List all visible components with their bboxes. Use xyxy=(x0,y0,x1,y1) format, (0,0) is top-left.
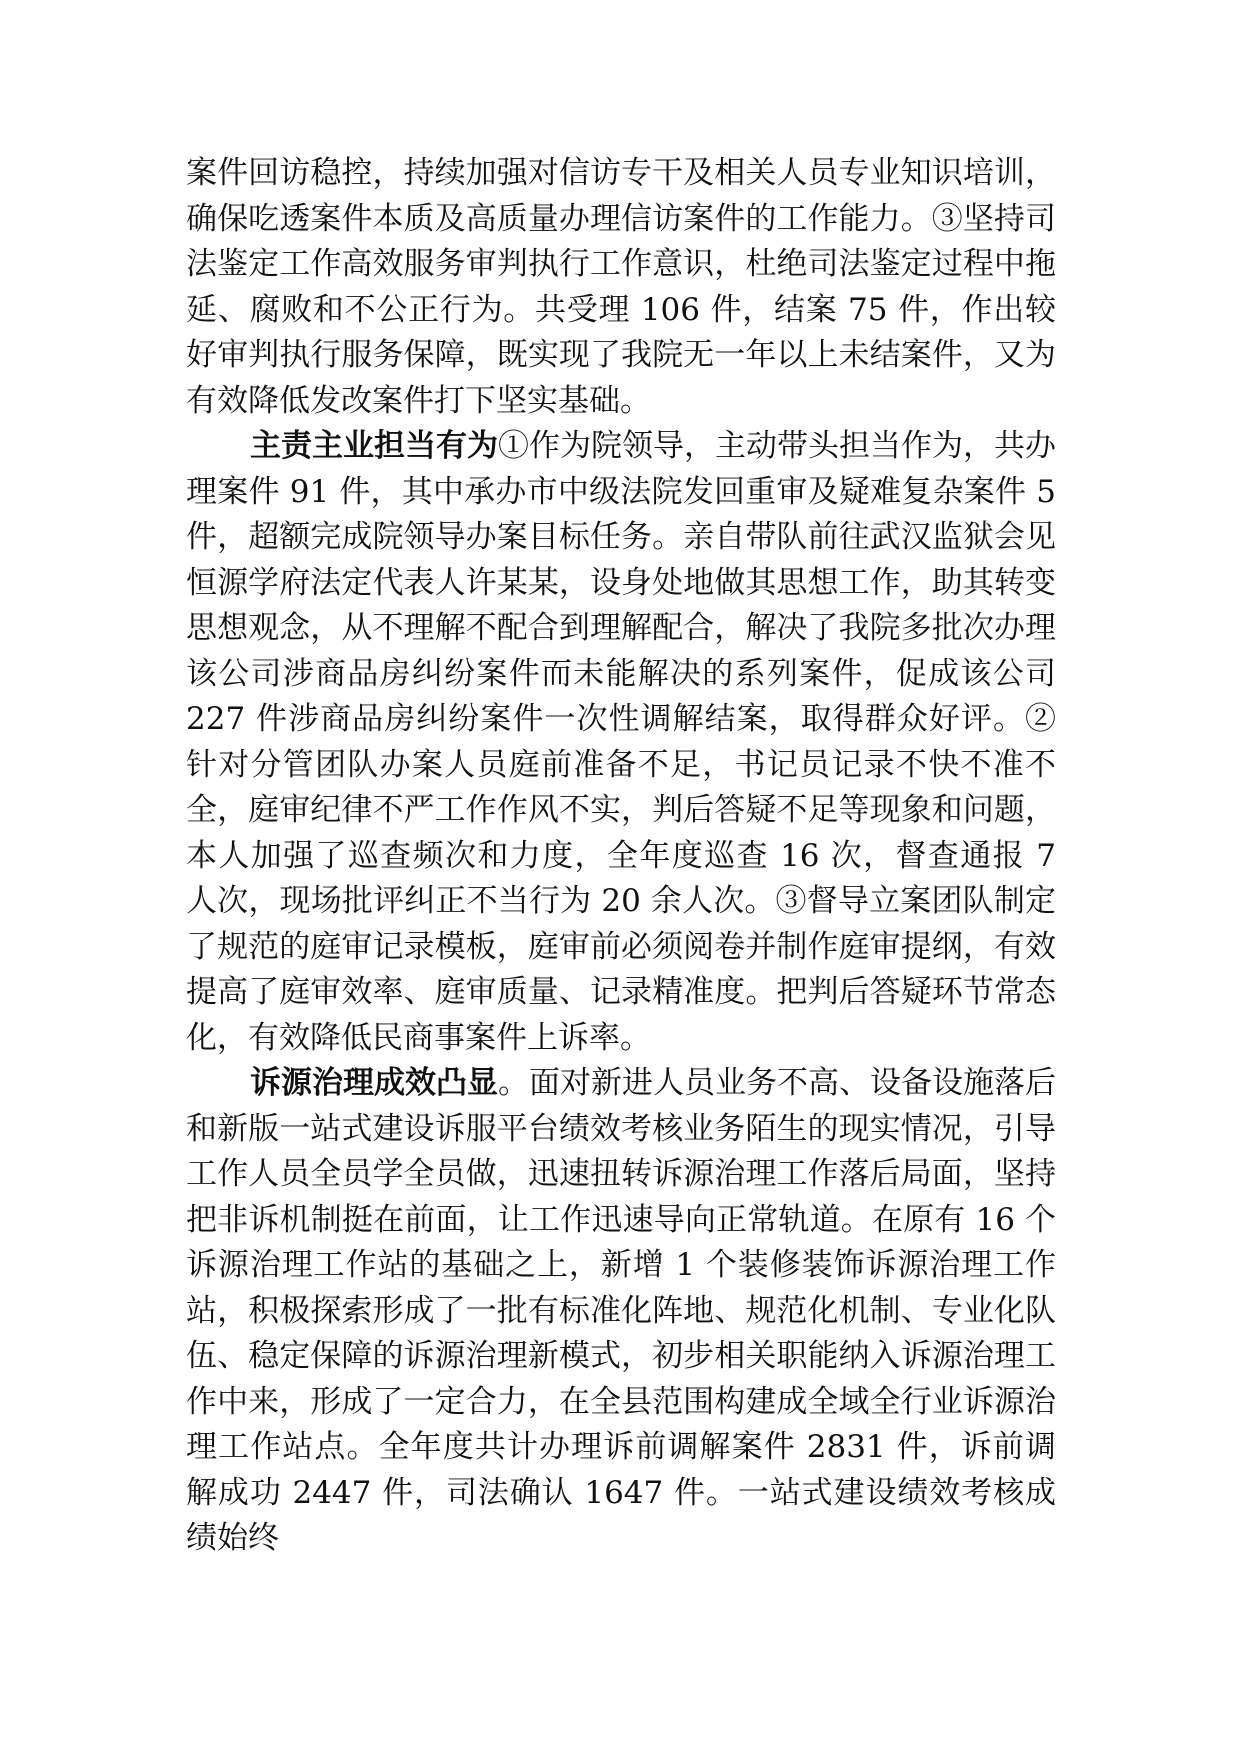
paragraph-text: 案件回访稳控，持续加强对信访专干及相关人员专业知识培训，确保吃透案件本质及高质量办理信访案件的工作能力。③坚持司法鉴定工作高效服务审判执行工作意识，杜绝司法鉴定过程中拖延、腐败和不公正行为。共受理 106 件，结案 75 件，作出较好审判执行服务保障，既实现了我院无一年以上未结案件，又为有效降低发改案件打下坚实基础。 xyxy=(186,155,1056,419)
paragraph-heading: 主责主业担当有为 xyxy=(250,428,498,464)
paragraph-case-follow-up xyxy=(186,151,1056,424)
paragraph-heading: 诉源治理成效凸显 xyxy=(250,1065,498,1101)
paragraph-text: 。面对新进人员业务不高、设备设施落后和新版一站式建设诉服平台绩效考核业务陌生的现实情况，引导工作人员全员学全员做，迅速扭转诉源治理工作落后局面，坚持把非诉机制挺在前面，让工作迅速导向正常轨道。在原有 16 个诉源治理工作站的基础之上，新增 1 个装修装饰诉源治理工作站，积极探索形成了一批有标准化阵地、规范化机制、专业化队伍、稳定保障的诉源治理新模式，初步相关职能纳入诉源治理工作中来，形成了一定合力，在全县范围构建成全域全行业诉源治理工作站点。全年度共计办理诉前调解案件 2831 件，诉前调解成功 2447 件，司法确认 1647 件。一站式建设绩效考核成绩始终 xyxy=(186,1065,1056,1556)
paragraph-text: ①作为院领导，主动带头担当作为，共办理案件 91 件，其中承办市中级法院发回重审及疑难复杂案件 5 件，超额完成院领导办案目标任务。亲自带队前往武汉监狱会见恒源学府法定代表人许某某，设身处地做其思想工作，助其转变思想观念，从不理解不配合到理解配合，解决了我院多批次办理该公司涉商品房纠纷案件而未能解决的系列案件，促成该公司 227 件涉商品房纠纷案件一次性调解结案，取得群众好评。②针对分管团队办案人员庭前准备不足，书记员记录不快不准不全，庭审纪律不严工作作风不实，判后答疑不足等现象和问题，本人加强了巡查频次和力度，全年度巡查 16 次，督查通报 7 人次，现场批评纠正不当行为 20 余人次。③督导立案团队制定了规范的庭审记录模板，庭审前必须阅卷并制作庭审提纲，有效提高了庭审效率、庭审质量、记录精准度。把判后答疑环节常态化，有效降低民商事案件上诉率。 xyxy=(186,428,1056,1056)
document-body xyxy=(186,151,1056,1562)
paragraph-source-governance xyxy=(186,1061,1056,1562)
paragraph-main-duties xyxy=(186,424,1056,1061)
